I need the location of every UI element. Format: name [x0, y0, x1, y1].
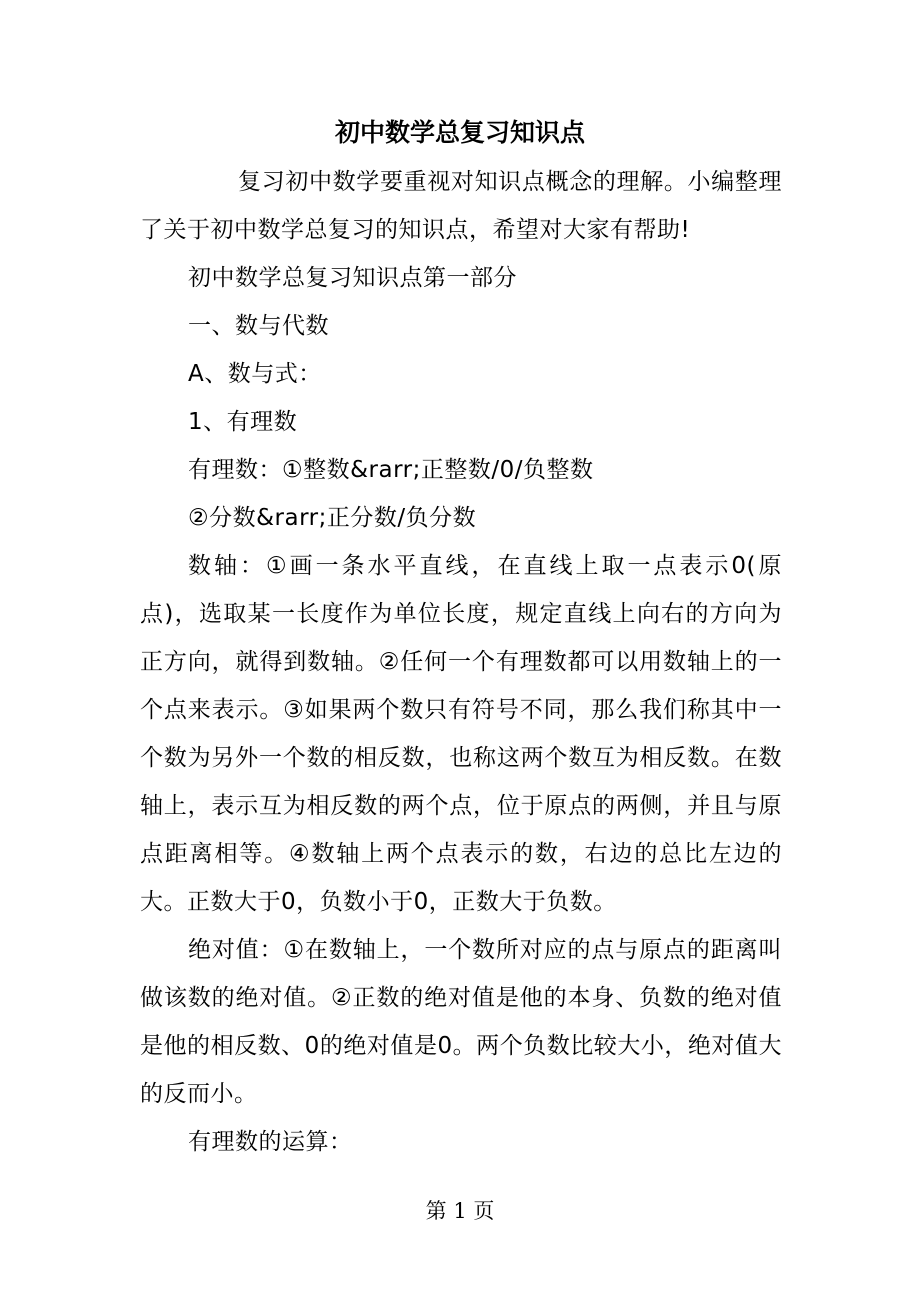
- document-body: [140, 158, 782, 1166]
- paragraph-rational-integers: 有理数：①整数&rarr;正整数/0/负整数: [188, 457, 594, 483]
- topic-heading-rational-numbers: 1、有理数: [188, 409, 298, 435]
- subsection-heading-numbers-expressions: A、数与式：: [188, 361, 322, 387]
- paragraph-absolute-value: 绝对值：①在数轴上，一个数所对应的点与原点的距离叫做该数的绝对值。②正数的绝对值是他的本身、负数的绝对值是他的相反数、0的绝对值是0。两个负数比较大小，绝对值大的反而小。: [140, 937, 782, 1107]
- page-number: 第 1 页: [425, 1199, 495, 1223]
- section-heading-numbers-algebra: 一、数与代数: [188, 313, 329, 339]
- intro-paragraph: 复习初中数学要重视对知识点概念的理解。小编整理了关于初中数学总复习的知识点，希望对大家有帮助!: [140, 169, 782, 243]
- paragraph-number-line: 数轴：①画一条水平直线，在直线上取一点表示0(原点)，选取某一长度作为单位长度，规定直线上向右的方向为正方向，就得到数轴。②任何一个有理数都可以用数轴上的一个点来表示。③如果两个数只有符号不同，那么我们称其中一个数为另外一个数的相反数，也称这两个数互为相反数。在数轴上，表示互为相反数的两个点，位于原点的两侧，并且与原点距离相等。④数轴上两个点表示的数，右边的总比左边的大。正数大于0，负数小于0，正数大于负数。: [140, 553, 782, 915]
- section-heading-part-one: 初中数学总复习知识点第一部分: [188, 265, 517, 291]
- paragraph-rational-fractions: ②分数&rarr;正分数/负分数: [188, 505, 477, 531]
- document-title: 初中数学总复习知识点: [334, 118, 585, 147]
- paragraph-rational-operations: 有理数的运算：: [188, 1129, 353, 1155]
